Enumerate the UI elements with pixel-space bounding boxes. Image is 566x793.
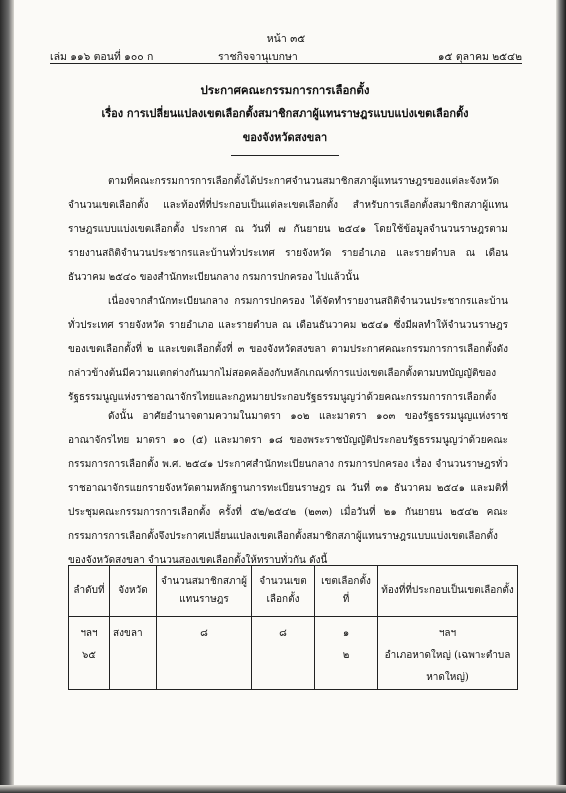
body-paragraph-3: ดังนั้น อาศัยอำนาจตามความในมาตรา ๑๐๒ และมาตรา ๑๐๓ ของรัฐธรรมนูญแห่งราชอาณาจักรไทย มาตรา ๑๐ (๕) และมาตรา ๑๘ ของพระราชบัญญัติประกอบรัฐธรรมนูญว่าด้วยคณะกรรมการการเลือกตั้ง พ.ศ. ๒๕๔๑ ประกาศสำนักทะเบียนกลาง กรมการปกครอง เรื่อง จำนวนราษฎรทั่วราชอาณาจักรแยกรายจังหวัดตามหลักฐานการทะเบียนราษฎร ณ วันที่ ๓๑ ธันวาคม ๒๕๔๑ และมติที่ประชุมคณะกรรมการการเลือกตั้ง ครั้งที่ ๕๒/๒๕๔๒ (๒๓๓) เมื่อวันที่ ๒๑ กันยายน ๒๕๔๒ คณะกรรมการการเลือกตั้งจึงประกาศเปลี่ยนแปลงเขตเลือกตั้งสมาชิกสภาผู้แทนราษฎรแบบแบ่งเขตเลือกตั้งของจังหวัดสงขลา จำนวนสองเขตเลือกตั้งให้ทราบทั่วกัน ดังนี้ <box>68 411 508 566</box>
cell-district-no: ๑ ๒ <box>315 617 378 690</box>
header-rule <box>50 63 522 64</box>
cell-province: สงขลา <box>110 617 157 690</box>
cell-order: ฯลฯ ๖๕ <box>69 617 110 690</box>
volume-issue: เล่ม ๑๑๖ ตอนที่ ๑๐๐ ก <box>50 51 154 63</box>
col-header-district-no: เขตเลือกตั้งที่ <box>315 566 378 617</box>
announcement-title: ประกาศคณะกรรมการการเลือกตั้ง <box>200 83 370 97</box>
cell-area: ฯลฯ อำเภอหาดใหญ่ (เฉพาะตำบลหาดใหญ่) <box>378 617 518 690</box>
col-header-province: จังหวัด <box>110 566 157 617</box>
page-edge-right <box>556 0 566 793</box>
title-divider <box>231 155 339 156</box>
cell-districts: ๘ <box>252 617 315 690</box>
district-table <box>68 565 518 690</box>
body-paragraph-2: เนื่องจากสำนักทะเบียนกลาง กรมการปกครอง ได้จัดทำรายงานสถิติจำนวนประชากรและบ้านทั่วประเทศ รายจังหวัด รายอำเภอ และรายตำบล ณ เดือนธันวาคม ๒๕๔๑ ซึ่งมีผลทำให้จำนวนราษฎรของเขตเลือกตั้งที่ ๒ และเขตเลือกตั้งที่ ๓ ของจังหวัดสงขลา ตามประกาศคณะกรรมการการเลือกตั้งดังกล่าวข้างต้นมีความแตกต่างกันมากไม่สอดคล้องกับหลักเกณฑ์การแบ่งเขตเลือกตั้งตามบทบัญญัติของรัฐธรรมนูญแห่งราชอาณาจักรไทยและกฎหมายประกอบรัฐธรรมนูญว่าด้วยคณะกรรมการการเลือกตั้ง <box>68 296 508 403</box>
col-header-order: ลำดับที่ <box>69 566 110 617</box>
col-header-districts: จำนวนเขตเลือกตั้ง <box>252 566 315 617</box>
table-row <box>69 617 518 690</box>
announcement-province: ของจังหวัดสงขลา <box>242 131 328 144</box>
binding-shadow-left <box>0 0 14 793</box>
document-page <box>14 0 556 785</box>
col-header-members: จำนวนสมาชิกสภาผู้แทนราษฎร <box>157 566 252 617</box>
page-number: หน้า ๓๕ <box>266 33 306 45</box>
issue-date: ๑๕ ตุลาคม ๒๕๔๒ <box>437 51 522 63</box>
body-paragraph-1: ตามที่คณะกรรมการการเลือกตั้งได้ประกาศจำนวนสมาชิกสภาผู้แทนราษฎรของแต่ละจังหวัด จำนวนเขตเลือกตั้ง และท้องที่ที่ประกอบเป็นแต่ละเขตเลือกตั้ง สำหรับการเลือกตั้งสมาชิกสภาผู้แทนราษฎรแบบแบ่งเขตเลือกตั้ง ประกาศ ณ วันที่ ๗ กันยายน ๒๕๔๑ โดยใช้ข้อมูลจำนวนราษฎรตามรายงานสถิติจำนวนประชากรและบ้านทั่วประเทศ รายจังหวัด รายอำเภอ และรายตำบล ณ เดือนธันวาคม ๒๕๔๐ ของสำนักทะเบียนกลาง กรมการปกครอง ไปแล้วนั้น <box>68 176 508 283</box>
table-header-row <box>69 566 518 617</box>
page-edge-bottom <box>0 785 566 793</box>
gazette-name: ราชกิจจานุเบกษา <box>218 51 298 63</box>
col-header-area: ท้องที่ที่ประกอบเป็นเขตเลือกตั้ง <box>378 566 518 617</box>
announcement-subject: เรื่อง การเปลี่ยนแปลงเขตเลือกตั้งสมาชิกสภาผู้แทนราษฎรแบบแบ่งเขตเลือกตั้ง <box>101 107 469 120</box>
cell-members: ๘ <box>157 617 252 690</box>
